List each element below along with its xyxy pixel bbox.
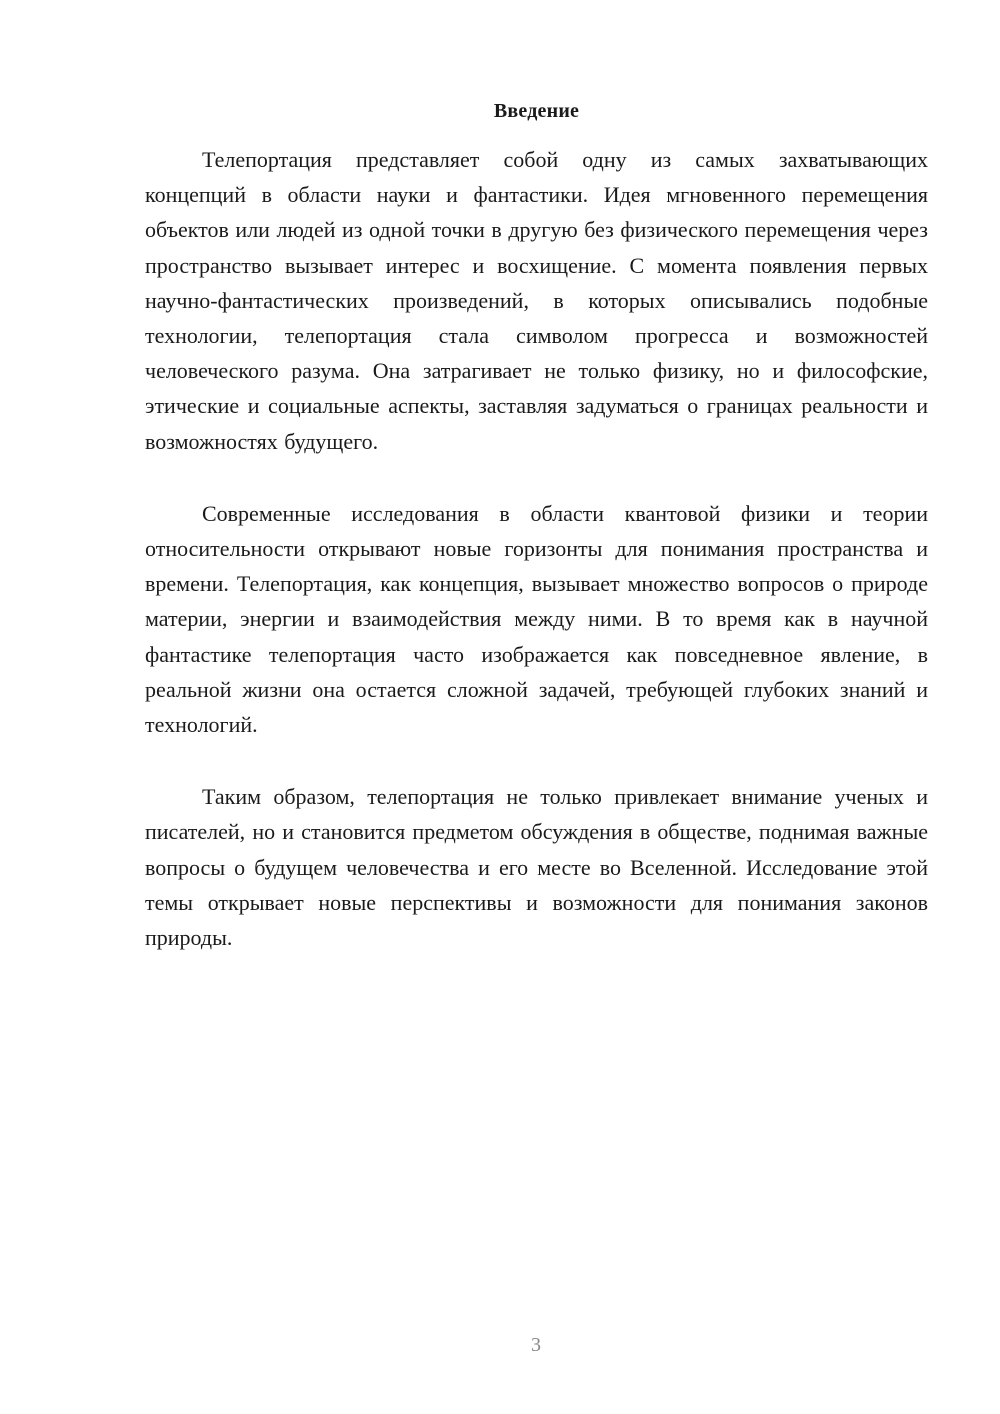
document-body xyxy=(145,142,928,992)
page-number: 3 xyxy=(531,1334,541,1356)
paragraph-2: Современные исследования в области квантовой физики и теории относительности открывают новые горизонты для понимания пространства и времени. Телепортация, как концепция, вызывает множество вопросов о природе материи, энергии и взаимодействия между ними. В то время как в научной фантастике телепортация часто изображается как повседневное явление, в реальной жизни она остается сложной задачей, требующей глубоких знаний и технологий. xyxy=(145,500,928,738)
paragraph-3: Таким образом, телепортация не только привлекает внимание ученых и писателей, но и становится предметом обсуждения в обществе, поднимая важные вопросы о будущем человечества и его месте во Вселенной. Исследование этой темы открывает новые перспективы и возможности для понимания законов природы. xyxy=(145,784,928,951)
paragraph-1: Телепортация представляет собой одну из самых захватывающих концепций в области науки и фантастики. Идея мгновенного перемещения объектов или людей из одной точки в другую без физического перемещения через пространство вызывает интерес и восхищение. С момента появления первых научно-фантастических произведений, в которых описывались подобные технологии, телепортация стала символом прогресса и возможностей человеческого разума. Она затрагивает не только физику, но и философские, этические и социальные аспекты, заставляя задуматься о границах реальности и возможностях будущего. xyxy=(145,147,928,454)
page-title: Введение xyxy=(493,100,580,122)
